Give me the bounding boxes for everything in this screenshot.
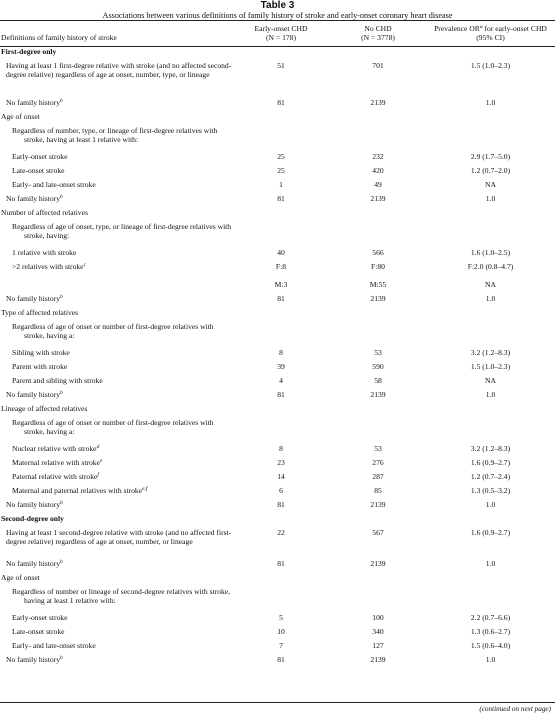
no-chd-cell [330,514,426,528]
footnote-marker: b [60,293,63,300]
early-onset-chd-cell: 81 [277,389,285,399]
table-row [0,613,555,627]
no-chd-cell [330,126,426,152]
data-table [0,20,555,669]
early-onset-chd-cell: 8 [279,443,283,453]
odds-ratio-cell: 1.0 [485,558,496,568]
table-row [0,362,555,376]
table-row [0,486,555,500]
early-onset-chd-cell: 40 [277,247,285,257]
row-label: Age of onset [1,572,40,582]
early-onset-chd-cell: 81 [277,293,285,303]
odds-ratio-cell [426,514,555,528]
no-chd-cell: 2139 [370,654,386,664]
no-chd-cell [330,222,426,248]
no-chd-cell: 53 [374,443,382,453]
odds-ratio-cell [426,587,555,613]
odds-ratio-cell: 2.2 (0.7–6.6) [470,612,511,622]
odds-ratio-cell [426,308,555,322]
row-label: Regardless of number or lineage of second-degree relatives with stroke, having at least 1 relative with: [12,586,231,605]
table-row [0,641,555,655]
header-prevalence-or: Prevalence $OR^a$ for early-onset CHD (95% CI) [426,21,555,47]
row-label: Having at least 1 second-degree relative with stroke (and no affected first-degree relative) regardless of age at onset, number, or lineage [6,527,232,546]
table-row [0,112,555,126]
footnote-marker: d [96,443,100,450]
no-chd-cell: 53 [374,347,382,357]
no-chd-cell: 232 [372,151,384,161]
row-label: Late-onset stroke [12,626,65,636]
table-row [0,390,555,404]
early-onset-chd-cell: 81 [277,193,285,203]
no-chd-cell: 590 [372,361,384,371]
row-label: First-degree only [1,47,57,56]
no-chd-cell: 701 [372,60,384,70]
early-onset-chd-cell: 8 [279,347,283,357]
row-label: Second-degree only [1,513,64,523]
no-chd-cell: 49 [374,179,382,189]
table-row [0,472,555,486]
table-row [0,573,555,587]
no-chd-cell: 2139 [370,389,386,399]
footnote-marker: b [60,654,63,661]
no-chd-cell [330,208,426,222]
table-row [0,322,555,348]
odds-ratio-cell: 3.2 (1.2–8.3) [470,347,511,357]
row-label: No family history$^b$ [6,97,63,107]
table-row [0,559,555,573]
table-row [0,180,555,194]
table-row [0,308,555,322]
table-row [0,418,555,444]
row-label [0,280,232,294]
row-label: Regardless of age of onset, type, or lineage of first-degree relatives with stroke, having: [12,221,232,240]
odds-ratio-cell: 1.0 [485,97,496,107]
no-chd-cell: 2139 [370,558,386,568]
early-onset-chd-cell: 14 [277,471,285,481]
early-onset-chd-cell [232,587,330,613]
odds-ratio-cell [426,322,555,348]
footnote-marker: b [60,193,63,200]
no-chd-cell: 85 [374,485,382,495]
no-chd-cell [330,587,426,613]
odds-ratio-cell: NA [485,279,496,289]
odds-ratio-cell: 1.0 [485,389,496,399]
header-definition: Definitions of family history of stroke [0,21,232,47]
row-label: No family history$^b$ [6,558,63,568]
early-onset-chd-cell: M:3 [274,279,288,289]
early-onset-chd-cell: 4 [279,375,283,385]
table-number: Table 3 [260,0,295,11]
table-row [0,208,555,222]
odds-ratio-cell: 1.0 [485,499,496,509]
early-onset-chd-cell [232,126,330,152]
early-onset-chd-cell [232,308,330,322]
early-onset-chd-cell [232,404,330,418]
row-label: >2 relatives with stroke$^c$ [12,261,87,271]
no-chd-cell: 287 [372,471,384,481]
row-label: Parent and sibling with stroke [12,375,103,385]
table-row [0,61,555,98]
table-row [0,514,555,528]
odds-ratio-cell: NA [485,179,496,189]
table-body [0,47,555,669]
table-row [0,376,555,390]
table-row [0,627,555,641]
table-row [0,587,555,613]
table-row [0,248,555,262]
table-row [0,500,555,514]
early-onset-chd-cell: 1 [279,179,283,189]
odds-ratio-cell [426,47,555,61]
table-row [0,404,555,418]
early-onset-chd-cell [232,208,330,222]
table-row [0,348,555,362]
footnote-marker: b [60,97,63,104]
table-caption [0,0,555,21]
odds-ratio-cell: 2.9 (1.7–5.0) [470,151,511,161]
early-onset-chd-cell: 51 [277,60,285,70]
row-label: No family history$^b$ [6,293,63,303]
row-label: No family history$^b$ [6,193,63,203]
row-label: Sibling with stroke [12,347,70,357]
table-row [0,222,555,248]
row-label: Early- and late-onset stroke [12,640,96,650]
row-label: No family history$^b$ [6,389,63,399]
early-onset-chd-cell: F:8 [275,261,287,271]
table-row [0,47,555,61]
table-row [0,166,555,180]
row-label: Maternal relative with stroke$^e$ [12,457,103,467]
table-row [0,294,555,308]
row-label: Nuclear relative with stroke$^d$ [12,443,100,453]
footnote-marker: e,f [142,485,148,492]
no-chd-cell: 100 [372,612,384,622]
no-chd-cell: 2139 [370,97,386,107]
row-label: Early-onset stroke [12,612,68,622]
no-chd-cell [330,47,426,61]
early-onset-chd-cell: 23 [277,457,285,467]
no-chd-cell: 566 [372,247,384,257]
row-label: Lineage of affected relatives [1,403,88,413]
early-onset-chd-cell: 5 [279,612,283,622]
row-label: Type of affected relatives [1,307,79,317]
odds-ratio-cell [426,126,555,152]
odds-ratio-cell: NA [485,375,496,385]
early-onset-chd-cell: 22 [277,527,285,537]
footnote-marker: b [60,499,63,506]
row-label: Paternal relative with stroke$^f$ [12,471,99,481]
row-label: Age of onset [1,111,40,121]
no-chd-cell: F:80 [371,261,385,271]
header-early-onset-chd: Early-onset CHD (N = 178) [232,21,330,47]
table-row [0,458,555,472]
early-onset-chd-cell: 6 [279,485,283,495]
odds-ratio-cell: 1.6 (0.9–2.7) [470,457,511,467]
row-label: Parent with stroke [12,361,68,371]
bottom-rule [0,702,555,703]
no-chd-cell: 2139 [370,193,386,203]
odds-ratio-cell: F:2.0 (0.8–4.7) [467,261,514,271]
footnote-marker: b [60,389,63,396]
no-chd-cell [330,308,426,322]
early-onset-chd-cell: 81 [277,499,285,509]
early-onset-chd-cell: 81 [277,97,285,107]
row-label: Late-onset stroke [12,165,65,175]
table-title: Associations between various definitions of family history of stroke and early-onset coronary heart disease [102,11,453,20]
odds-ratio-cell: 1.6 (1.0–2.5) [470,247,511,257]
odds-ratio-cell: 1.2 (0.7–2.0) [470,165,511,175]
table-row [0,444,555,458]
early-onset-chd-cell [232,573,330,587]
odds-ratio-cell [426,112,555,126]
early-onset-chd-cell: 10 [277,626,285,636]
table-row [0,126,555,152]
table-row [0,152,555,166]
odds-ratio-cell [426,418,555,444]
early-onset-chd-cell: 7 [279,640,283,650]
odds-ratio-cell: 3.2 (1.2–8.3) [470,443,511,453]
table-row [0,528,555,559]
early-onset-chd-cell [232,322,330,348]
early-onset-chd-cell [232,514,330,528]
no-chd-cell: 2139 [370,293,386,303]
no-chd-cell [330,322,426,348]
odds-ratio-cell: 1.5 (1.0–2.3) [470,361,511,371]
odds-ratio-cell: 1.0 [485,654,496,664]
footnote-marker: f [97,471,99,478]
no-chd-cell [330,112,426,126]
row-label: Having at least 1 first-degree relative with stroke (and no affected second-degree relative) regardless of age at onset, number, type, or lineage [6,60,232,79]
no-chd-cell: 276 [372,457,384,467]
footnote-marker: c [83,261,87,268]
odds-ratio-cell: 1.3 (0.5–3.2) [470,485,511,495]
no-chd-cell: 420 [372,165,384,175]
odds-ratio-cell [426,573,555,587]
odds-ratio-cell: 1.2 (0.7–2.4) [470,471,511,481]
row-label: No family history$^b$ [6,499,63,509]
early-onset-chd-cell: 81 [277,654,285,664]
header-no-chd: No CHD (N = 3778) [330,21,426,47]
odds-ratio-cell: 1.5 (1.0–2.3) [470,60,511,70]
odds-ratio-cell [426,208,555,222]
table-row [0,194,555,208]
odds-ratio-cell [426,222,555,248]
header-row [0,21,555,47]
odds-ratio-cell: 1.6 (0.9–2.7) [470,527,511,537]
no-chd-cell: M:55 [369,279,387,289]
no-chd-cell [330,418,426,444]
row-label: Regardless of number, type, or lineage of first-degree relatives with stroke, having at least 1 relative with: [12,125,218,144]
no-chd-cell: 58 [374,375,382,385]
table-row [0,280,555,294]
early-onset-chd-cell: 25 [277,165,285,175]
odds-ratio-cell: 1.5 (0.6–4.0) [470,640,511,650]
early-onset-chd-cell [232,47,330,61]
early-onset-chd-cell: 25 [277,151,285,161]
early-onset-chd-cell [232,222,330,248]
footnote-marker: e [99,457,103,464]
table-row [0,262,555,280]
odds-ratio-cell: 1.0 [485,293,496,303]
no-chd-cell: 127 [372,640,384,650]
no-chd-cell: 2139 [370,499,386,509]
continued-note: (continued on next page) [479,705,551,713]
early-onset-chd-cell: 39 [277,361,285,371]
row-label: No family history$^b$ [6,654,63,664]
odds-ratio-cell: 1.0 [485,193,496,203]
early-onset-chd-cell [232,418,330,444]
row-label: Maternal and paternal relatives with stroke$^{e,f}$ [12,485,148,495]
row-label: Early-onset stroke [12,151,68,161]
table-row [0,98,555,112]
no-chd-cell [330,404,426,418]
odds-ratio-cell: 1.3 (0.6–2.7) [470,626,511,636]
no-chd-cell: 567 [372,527,384,537]
row-label: 1 relative with stroke [12,247,77,257]
early-onset-chd-cell [232,112,330,126]
footnote-marker: b [60,558,63,565]
table-row [0,655,555,669]
odds-ratio-cell [426,404,555,418]
no-chd-cell: 340 [372,626,384,636]
row-label: Regardless of age of onset or number of first-degree relatives with stroke, having a: [12,417,214,436]
row-label: Regardless of age of onset or number of first-degree relatives with stroke, having a: [12,321,214,340]
early-onset-chd-cell: 81 [277,558,285,568]
no-chd-cell [330,573,426,587]
row-label: Number of affected relatives [1,207,88,217]
row-label: Early- and late-onset stroke [12,179,96,189]
